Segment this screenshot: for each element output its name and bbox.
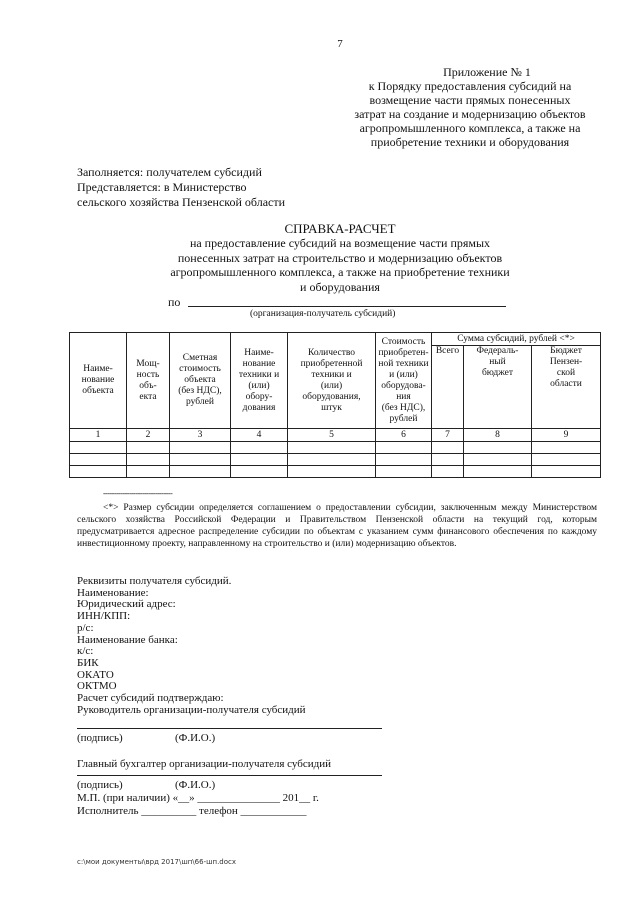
table-cell[interactable] <box>376 466 432 478</box>
page-number: 7 <box>337 38 343 50</box>
header-regional-budget: Бюджет Пензен- ской области <box>532 346 601 429</box>
table-cell[interactable] <box>432 454 464 466</box>
head-of-organization: Руководитель организации-получателя субсидий <box>77 703 306 716</box>
col-number: 3 <box>170 429 231 442</box>
requisites-bank-name: Наименование банка: <box>77 633 178 646</box>
table-cell[interactable] <box>532 442 601 454</box>
col-number: 2 <box>127 429 170 442</box>
footnote-separator: -------------------------------- <box>103 489 173 498</box>
document-subtitle <box>0 236 640 294</box>
fio-label: (Ф.И.О.) <box>175 732 216 744</box>
header-estimated-cost: Сметная стоимость объекта (без НДС), рублей <box>170 333 231 429</box>
subtitle-line: агропромышленного комплекса, а также на приобретение техники <box>170 265 510 279</box>
requisites-heading: Реквизиты получателя субсидий. <box>77 575 232 587</box>
table-cell[interactable] <box>170 466 231 478</box>
appendix-title: Приложение № 1 <box>443 65 531 79</box>
table-cell[interactable] <box>231 442 288 454</box>
subtitle-line: понесенных затрат на строительство и модернизацию объектов <box>177 250 503 265</box>
header-quantity: Количество приобретенной техники и (или) оборудования, штук <box>288 333 376 429</box>
table-cell[interactable] <box>127 442 170 454</box>
requisites-block <box>77 576 306 716</box>
table-cell[interactable] <box>464 454 532 466</box>
head-signature-line[interactable] <box>77 728 382 729</box>
header-capacity: Мощ- ность объ- екта <box>127 333 170 429</box>
table-cell[interactable] <box>170 442 231 454</box>
header-federal-budget: Федераль- ный бюджет <box>464 346 532 429</box>
col-number: 7 <box>432 429 464 442</box>
col-number: 9 <box>532 429 601 442</box>
table-cell[interactable] <box>288 442 376 454</box>
col-number: 8 <box>464 429 532 442</box>
table-cell[interactable] <box>376 454 432 466</box>
accountant-signature-line[interactable] <box>77 775 382 776</box>
requisites-okato: ОКАТО <box>77 668 114 681</box>
table-cell[interactable] <box>70 454 127 466</box>
table-cell[interactable] <box>376 442 432 454</box>
table-cell[interactable] <box>127 454 170 466</box>
appendix-line: возмещение части прямых понесенных <box>369 93 571 107</box>
table-row <box>70 466 601 478</box>
requisites-account: р/с: <box>77 621 94 634</box>
appendix-line: затрат на создание и модернизацию объектов <box>354 107 586 121</box>
signature-label: (подпись) <box>77 732 123 744</box>
table-cell[interactable] <box>127 466 170 478</box>
table-cell[interactable] <box>70 466 127 478</box>
table-row <box>70 442 601 454</box>
calculation-table <box>69 332 601 478</box>
requisites-name: Наименование: <box>77 586 149 599</box>
header-total: Всего <box>432 346 464 429</box>
col-number: 1 <box>70 429 127 442</box>
table-row <box>70 454 601 466</box>
col-number: 6 <box>376 429 432 442</box>
col-number: 5 <box>288 429 376 442</box>
requisites-oktmo: ОКТМО <box>77 680 117 693</box>
filled-by-block <box>77 165 285 210</box>
ministry-line: сельского хозяйства Пензенской области <box>77 195 286 209</box>
document-title: СПРАВКА-РАСЧЕТ <box>284 221 396 236</box>
po-label: по <box>168 295 181 309</box>
appendix-line: к Порядку предоставления субсидий на <box>368 79 572 93</box>
table-cell[interactable] <box>432 442 464 454</box>
submitted-to-line: Представляется: в Министерство <box>77 180 247 194</box>
table-cell[interactable] <box>532 466 601 478</box>
organization-field-line[interactable] <box>188 306 506 307</box>
table-cell[interactable] <box>70 442 127 454</box>
executor-phone-line: Исполнитель __________ телефон ____________ <box>77 805 307 817</box>
table-cell[interactable] <box>231 466 288 478</box>
subtitle-line: на предоставление субсидий на возмещение части прямых <box>189 236 491 250</box>
table-cell[interactable] <box>170 454 231 466</box>
subtitle-line: и оборудования <box>300 279 380 294</box>
requisites-bik: БИК <box>77 656 99 669</box>
header-equipment-name: Наиме- нование техники и (или) обору- дования <box>231 333 288 429</box>
appendix-block <box>330 65 610 149</box>
table-cell[interactable] <box>288 454 376 466</box>
footnote-text: <*> Размер субсидии определяется соглашением о предоставлении субсидии, заключенным между Министерством сельского хозяйства Российской Федерации и Правительством Пензенской области на текущий год, которым предусматривается адресное распределение субсидии по объектам с указанием сумм финансового обеспечения по каждому инвестиционному проекту, направленному на строительство и (или) модернизацию объектов. <box>77 503 597 549</box>
confirm-line: Расчет субсидий подтверждаю: <box>77 692 224 705</box>
signature-label: (подпись) <box>77 779 123 791</box>
requisites-address: Юридический адрес: <box>77 598 176 611</box>
table-cell[interactable] <box>432 466 464 478</box>
table-cell[interactable] <box>464 466 532 478</box>
requisites-corr-account: к/с: <box>77 645 94 658</box>
header-subsidy-sum: Сумма субсидий, рублей <*> <box>432 333 601 346</box>
table-cell[interactable] <box>464 442 532 454</box>
table-cell[interactable] <box>532 454 601 466</box>
header-object-name: Наиме- нование объекта <box>70 333 127 429</box>
appendix-line: агропромышленного комплекса, а также на <box>359 121 581 135</box>
filled-by-line: Заполняется: получателем субсидий <box>77 165 262 179</box>
appendix-line: приобретение техники и оборудования <box>370 135 570 149</box>
stamp-date-line: М.П. (при наличии) «__» _______________ 201__ г. <box>77 792 319 804</box>
chief-accountant-label: Главный бухгалтер организации-получателя субсидий <box>77 758 332 770</box>
table-cell[interactable] <box>231 454 288 466</box>
table-cell[interactable] <box>288 466 376 478</box>
fio-label: (Ф.И.О.) <box>175 779 216 791</box>
requisites-inn-kpp: ИНН/КПП: <box>77 610 131 623</box>
file-path: c:\мои документы\врд 2017\шп\66-шп.docx <box>77 858 237 866</box>
organization-caption: (организация-получатель субсидий) <box>250 309 396 319</box>
col-number: 4 <box>231 429 288 442</box>
header-equipment-cost: Стоимость приобретен- ной техники и (или) оборудова- ния (без НДС), рублей <box>376 333 432 429</box>
